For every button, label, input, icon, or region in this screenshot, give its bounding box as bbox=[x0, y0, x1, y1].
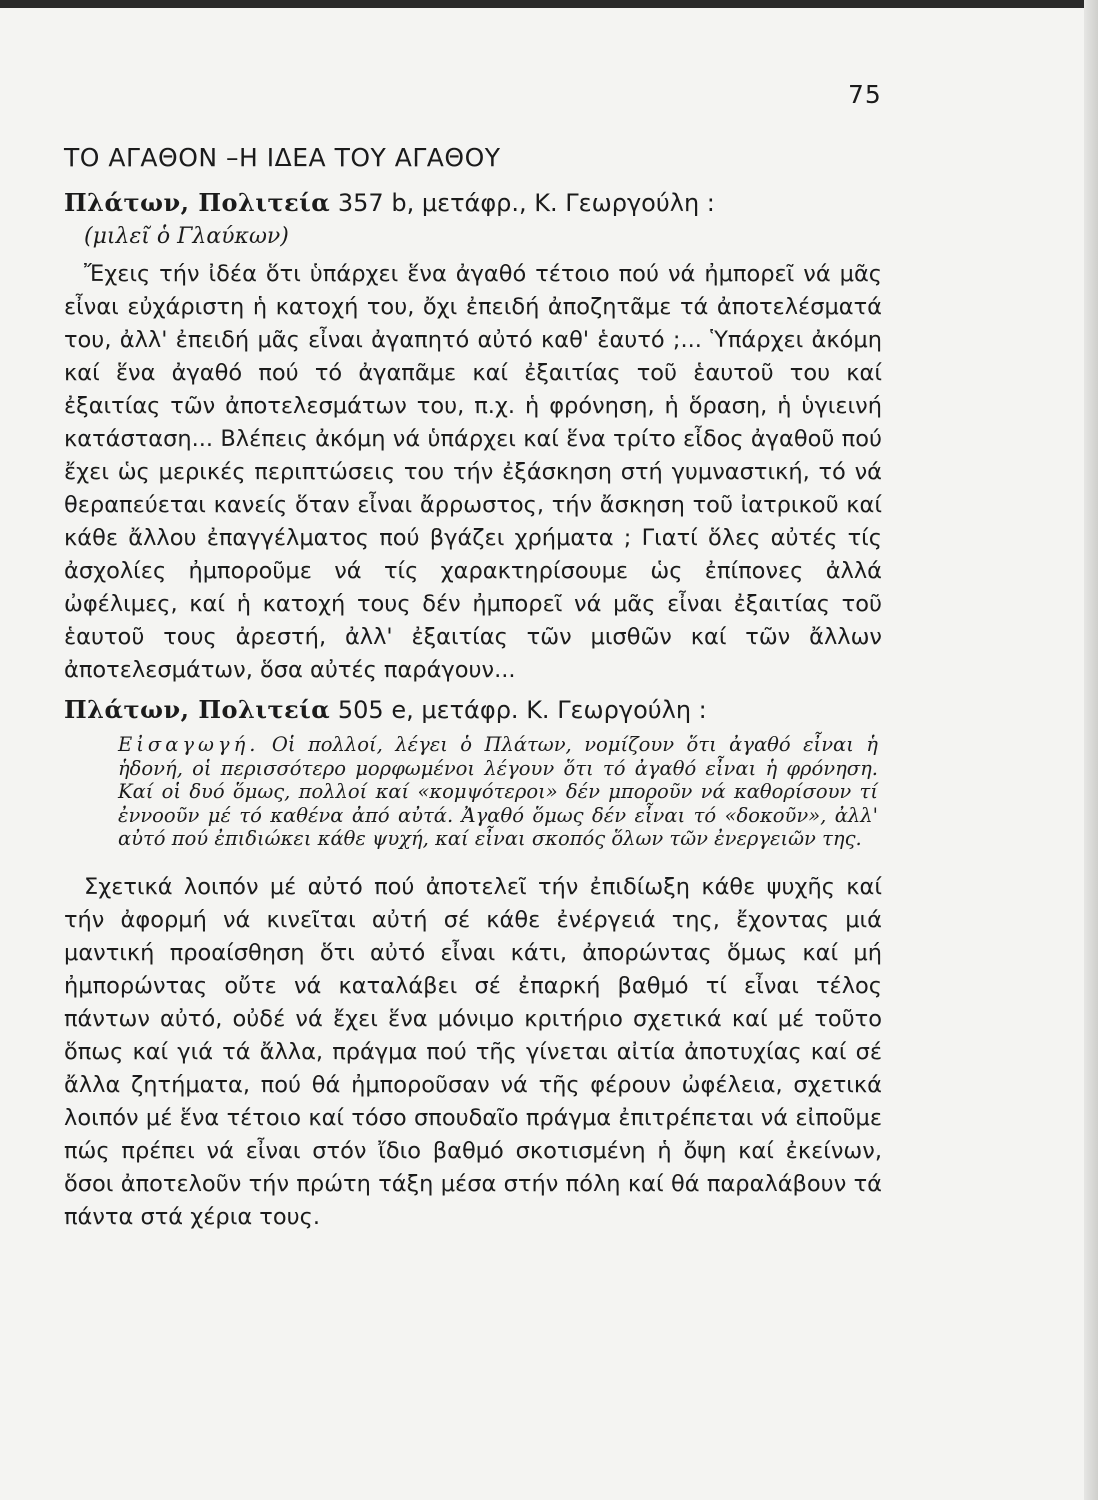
introduction-text: Οἱ πολλοί, λέγει ὁ Πλάτων, νομίζουν ὅτι ἀγαθό εἶναι ἡ ἡδονή, οἱ περισσότερο μορφωμένοι λέγουν ὅτι τό ἀγαθό εἶναι ἡ φρόνηση. Καί οἱ δυό ὅμως, πολλοί καί «κομψότεροι» δέν μποροῦν νά καθορίσουν τί ἐννοοῦν μέ τό καθένα ἀπό αὐτά. Ἀγαθό ὅμως δέν εἶναι τό «δοκοῦν», ἀλλ' αὐτό πού ἐπιδιώκει κάθε ψυχή, καί εἶναι σκοπός ὅλων τῶν ἐνεργειῶν της. bbox=[118, 733, 878, 851]
scan-right-edge bbox=[1084, 0, 1098, 1500]
passage-1: Ἔχεις τήν ἰδέα ὅτι ὑπάρχει ἕνα ἀγαθό τέτοιο πού νά ἠμπορεῖ νά μᾶς εἶναι εὐχάριστη ἡ κατοχή του, ὄχι ἐπειδή ἀποζητᾶμε τά ἀποτελέσματά του, ἀλλ' ἐπειδή μᾶς εἶναι ἀγαπητό αὐτό καθ' ἑαυτό ;... Ὑπάρχει ἀκόμη καί ἕνα ἀγαθό πού τό ἀγαπᾶμε καί ἐξαιτίας τοῦ ἑαυτοῦ του καί ἐξαιτίας τῶν ἀποτελεσμάτων του, π.χ. ἡ φρόνηση, ἡ ὅραση, ἡ ὑγιεινή κατάσταση... Βλέπεις ἀκόμη νά ὑπάρχει καί ἕνα τρίτο εἶδος ἀγαθοῦ πού ἔχει ὡς μερικές περιπτώσεις του τήν ἐξάσκηση στή γυμναστική, τό νά θεραπεύεται κανείς ὅταν εἶναι ἄρρωστος, τήν ἄσκηση τοῦ ἰατρικοῦ καί κάθε ἄλλου ἐπαγγέλματος πού βγάζει χρήματα ; Γιατί ὅλες αὐτές τίς ἀσχολίες ἠμποροῦμε νά τίς χαρακτηρίσουμε ὡς ἐπίπονες ἀλλά ὠφέλιμες, καί ἡ κατοχή τους δέν ἠμπορεῖ νά μᾶς εἶναι ἐξαιτίας τοῦ ἑαυτοῦ τους ἀρεστή, ἀλλ' ἐξαιτίας τῶν μισθῶν καί τῶν ἄλλων ἀποτελεσμάτων, ὅσα αὐτές παράγουν... bbox=[64, 261, 882, 683]
citation-1-author: Πλάτων, Πολιτεία bbox=[64, 188, 331, 217]
scan-top-edge bbox=[0, 0, 1098, 8]
speaker-note: (μιλεῖ ὁ Γλαύκων) bbox=[84, 224, 289, 249]
citation-2-ref: 505 e, μετάφρ. Κ. Γεωργούλη : bbox=[330, 696, 707, 724]
passage-2: Σχετικά λοιπόν μέ αὐτό πού ἀποτελεῖ τήν ἐπιδίωξη κάθε ψυχῆς καί τήν ἀφορμή νά κινεῖται αὐτή σέ κάθε ἐνέργειά της, ἔχοντας μιά μαντική προαίσθηση ὅτι αὐτό εἶναι κάτι, ἀπορώντας ὅμως καί μή ἠμπορώντας οὔτε νά καταλάβει σέ ἐπαρκή βαθμό τί εἶναι τέλος πάντων αὐτό, οὐδέ νά ἔχει ἕνα μόνιμο κριτήριο σχετικά καί μέ τοῦτο ὅπως καί γιά τά ἄλλα, πράγμα πού τῆς γίνεται αἰτία ἀποτυχίας καί σέ ἄλλα ζητήματα, πού θά ἠμποροῦσαν νά τῆς φέρουν ὠφέλεια, σχετικά λοιπόν μέ ἕνα τέτοιο καί τόσο σπουδαῖο πράγμα ἐπιτρέπεται νά εἰποῦμε πώς πρέπει νά εἶναι στόν ἴδιο βαθμό σκοτισμένη ἡ ὄψη καί ἐκείνων, ὅσοι ἀποτελοῦν τήν πρώτη τάξη μέσα στήν πόλη καί θά παραλάβουν τά πάντα στά χέρια τους. bbox=[64, 873, 882, 1230]
citation-2 bbox=[64, 693, 882, 727]
citation-2-author: Πλάτων, Πολιτεία bbox=[64, 695, 331, 724]
introduction-note bbox=[64, 733, 878, 851]
citation-1 bbox=[64, 186, 882, 220]
page-number: 75 bbox=[848, 80, 882, 109]
page-content bbox=[64, 140, 882, 1234]
section-title: ΤΟ ΑΓΑΘΟΝ –Η ΙΔΕΑ ΤΟΥ ΑΓΑΘΟΥ bbox=[64, 143, 501, 172]
citation-1-ref: 357 b, μετάφρ., Κ. Γεωργούλη : bbox=[330, 189, 715, 217]
introduction-label: Εἰσαγωγή. bbox=[118, 733, 260, 756]
